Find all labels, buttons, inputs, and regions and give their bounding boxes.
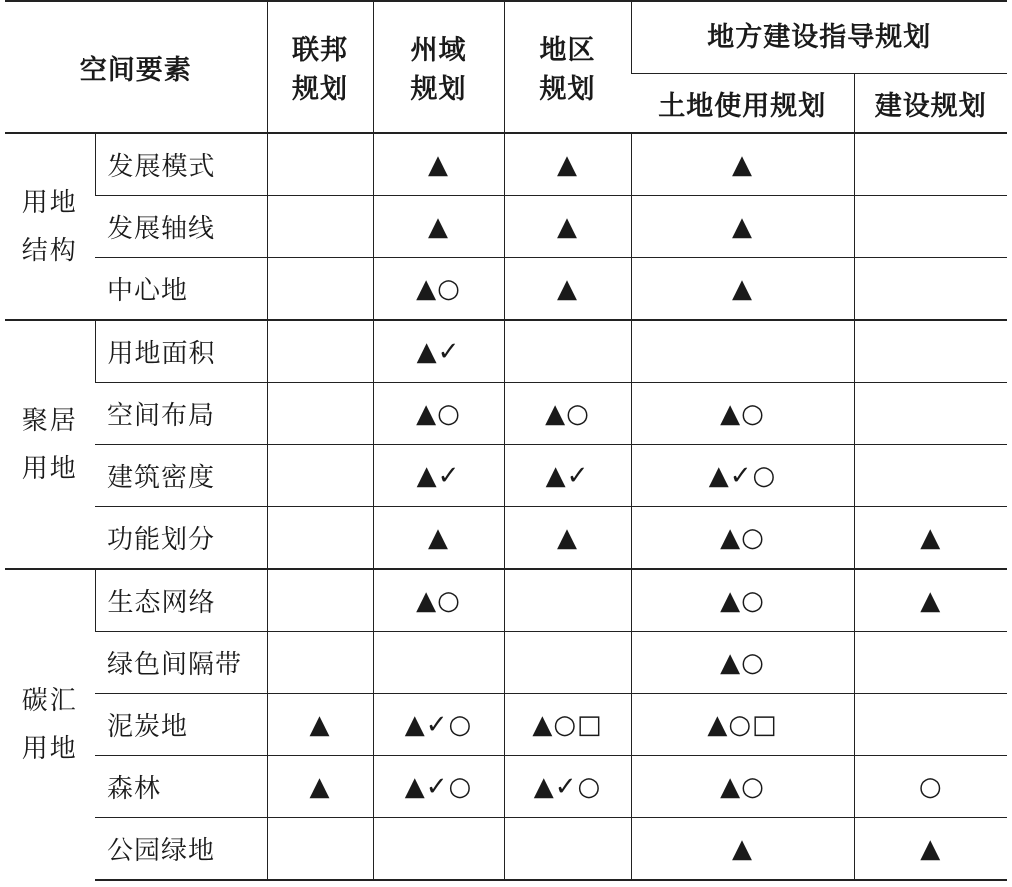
symbol-cell-land-use: ▲	[631, 818, 854, 881]
symbol-cell-construction: ○	[854, 756, 1007, 818]
symbol-cell-federal	[267, 196, 373, 258]
header-federal-line1: 联邦	[292, 35, 348, 66]
table-row	[5, 258, 1007, 321]
table-row	[5, 133, 1007, 196]
element-name: 用地面积	[95, 320, 267, 383]
element-name: 空间布局	[95, 383, 267, 445]
symbol-cell-land-use: ▲○	[631, 632, 854, 694]
element-name: 绿色间隔带	[95, 632, 267, 694]
header-federal-plan	[267, 1, 373, 133]
header-regional-line1: 地区	[539, 35, 596, 66]
element-name: 功能划分	[95, 507, 267, 570]
symbol-cell-land-use: ▲	[631, 133, 854, 196]
symbol-cell-land-use: ▲○	[631, 383, 854, 445]
symbol-cell-land-use: ▲○	[631, 756, 854, 818]
symbol-cell-federal: ▲	[267, 694, 373, 756]
table-row	[5, 196, 1007, 258]
symbol-cell-federal	[267, 569, 373, 632]
symbol-cell-federal	[267, 383, 373, 445]
header-state-plan	[373, 1, 504, 133]
group-label-line: 用地	[21, 187, 78, 218]
symbol-cell-construction	[854, 258, 1007, 321]
symbol-cell-federal	[267, 133, 373, 196]
symbol-cell-land-use: ▲	[631, 196, 854, 258]
table-body	[5, 133, 1007, 880]
symbol-cell-construction	[854, 383, 1007, 445]
header-regional-line2: 规划	[539, 74, 596, 105]
group-label-line: 碳汇	[21, 686, 78, 716]
header-state-line2: 规划	[410, 74, 467, 105]
element-name: 中心地	[95, 258, 267, 321]
symbol-cell-regional: ▲✓	[504, 445, 631, 507]
symbol-cell-federal	[267, 632, 373, 694]
planning-elements-table	[5, 0, 1007, 881]
group-label-line: 用地	[21, 453, 78, 484]
symbol-cell-state: ▲	[373, 133, 504, 196]
symbol-cell-regional: ▲○□	[504, 694, 631, 756]
symbol-cell-state: ▲✓	[373, 445, 504, 507]
header-local-construction-guidance: 地方建设指导规划	[631, 1, 1007, 74]
table-row	[5, 632, 1007, 694]
table-row	[5, 507, 1007, 570]
symbol-cell-state: ▲○	[373, 383, 504, 445]
element-name: 泥炭地	[95, 694, 267, 756]
symbol-cell-state	[373, 818, 504, 881]
table-row	[5, 756, 1007, 818]
symbol-cell-land-use: ▲	[631, 258, 854, 321]
symbol-cell-federal	[267, 445, 373, 507]
symbol-cell-regional: ▲	[504, 258, 631, 321]
symbol-cell-federal: ▲	[267, 756, 373, 818]
symbol-cell-federal	[267, 818, 373, 881]
symbol-cell-regional: ▲✓○	[504, 756, 631, 818]
group-label-line: 结构	[21, 235, 78, 266]
symbol-cell-construction: ▲	[854, 569, 1007, 632]
element-name: 生态网络	[95, 569, 267, 632]
symbol-cell-construction: ▲	[854, 507, 1007, 570]
symbol-cell-regional	[504, 632, 631, 694]
symbol-cell-construction	[854, 320, 1007, 383]
table-row	[5, 569, 1007, 632]
group-label-line: 聚居	[21, 405, 78, 436]
table-header	[5, 1, 1007, 133]
symbol-cell-state: ▲	[373, 196, 504, 258]
symbol-cell-land-use: ▲○	[631, 569, 854, 632]
symbol-cell-state: ▲✓	[373, 320, 504, 383]
symbol-cell-land-use	[631, 320, 854, 383]
header-regional-plan	[504, 1, 631, 133]
symbol-cell-construction	[854, 694, 1007, 756]
symbol-cell-state	[373, 632, 504, 694]
symbol-cell-regional: ▲	[504, 507, 631, 570]
symbol-cell-state: ▲○	[373, 569, 504, 632]
symbol-cell-land-use: ▲✓○	[631, 445, 854, 507]
element-name: 森林	[95, 756, 267, 818]
symbol-cell-construction	[854, 445, 1007, 507]
symbol-cell-regional: ▲○	[504, 383, 631, 445]
element-name: 发展模式	[95, 133, 267, 196]
symbol-cell-construction: ▲	[854, 818, 1007, 881]
symbol-cell-regional: ▲	[504, 133, 631, 196]
element-name: 建筑密度	[95, 445, 267, 507]
header-construction-plan: 建设规划	[854, 74, 1007, 134]
table-row	[5, 818, 1007, 881]
symbol-cell-federal	[267, 258, 373, 321]
table-row	[5, 445, 1007, 507]
symbol-cell-land-use: ▲○□	[631, 694, 854, 756]
table-row	[5, 694, 1007, 756]
symbol-cell-construction	[854, 632, 1007, 694]
symbol-cell-state: ▲	[373, 507, 504, 570]
group-label	[5, 320, 95, 569]
group-label	[5, 133, 95, 320]
symbol-cell-federal	[267, 320, 373, 383]
header-land-use-plan: 土地使用规划	[631, 74, 854, 134]
symbol-cell-construction	[854, 196, 1007, 258]
symbol-cell-regional	[504, 320, 631, 383]
table-row	[5, 383, 1007, 445]
element-name: 公园绿地	[95, 818, 267, 881]
header-federal-line2: 规划	[292, 74, 348, 105]
group-label	[5, 569, 95, 880]
header-state-line1: 州域	[410, 35, 467, 66]
symbol-cell-state: ▲○	[373, 258, 504, 321]
element-name: 发展轴线	[95, 196, 267, 258]
symbol-cell-construction	[854, 133, 1007, 196]
symbol-cell-federal	[267, 507, 373, 570]
symbol-cell-regional	[504, 569, 631, 632]
symbol-cell-regional: ▲	[504, 196, 631, 258]
symbol-cell-state: ▲✓○	[373, 694, 504, 756]
group-label-line: 用地	[21, 734, 78, 764]
symbol-cell-land-use: ▲○	[631, 507, 854, 570]
symbol-cell-state: ▲✓○	[373, 756, 504, 818]
header-spatial-element: 空间要素	[5, 1, 267, 133]
symbol-cell-regional	[504, 818, 631, 881]
table-row	[5, 320, 1007, 383]
